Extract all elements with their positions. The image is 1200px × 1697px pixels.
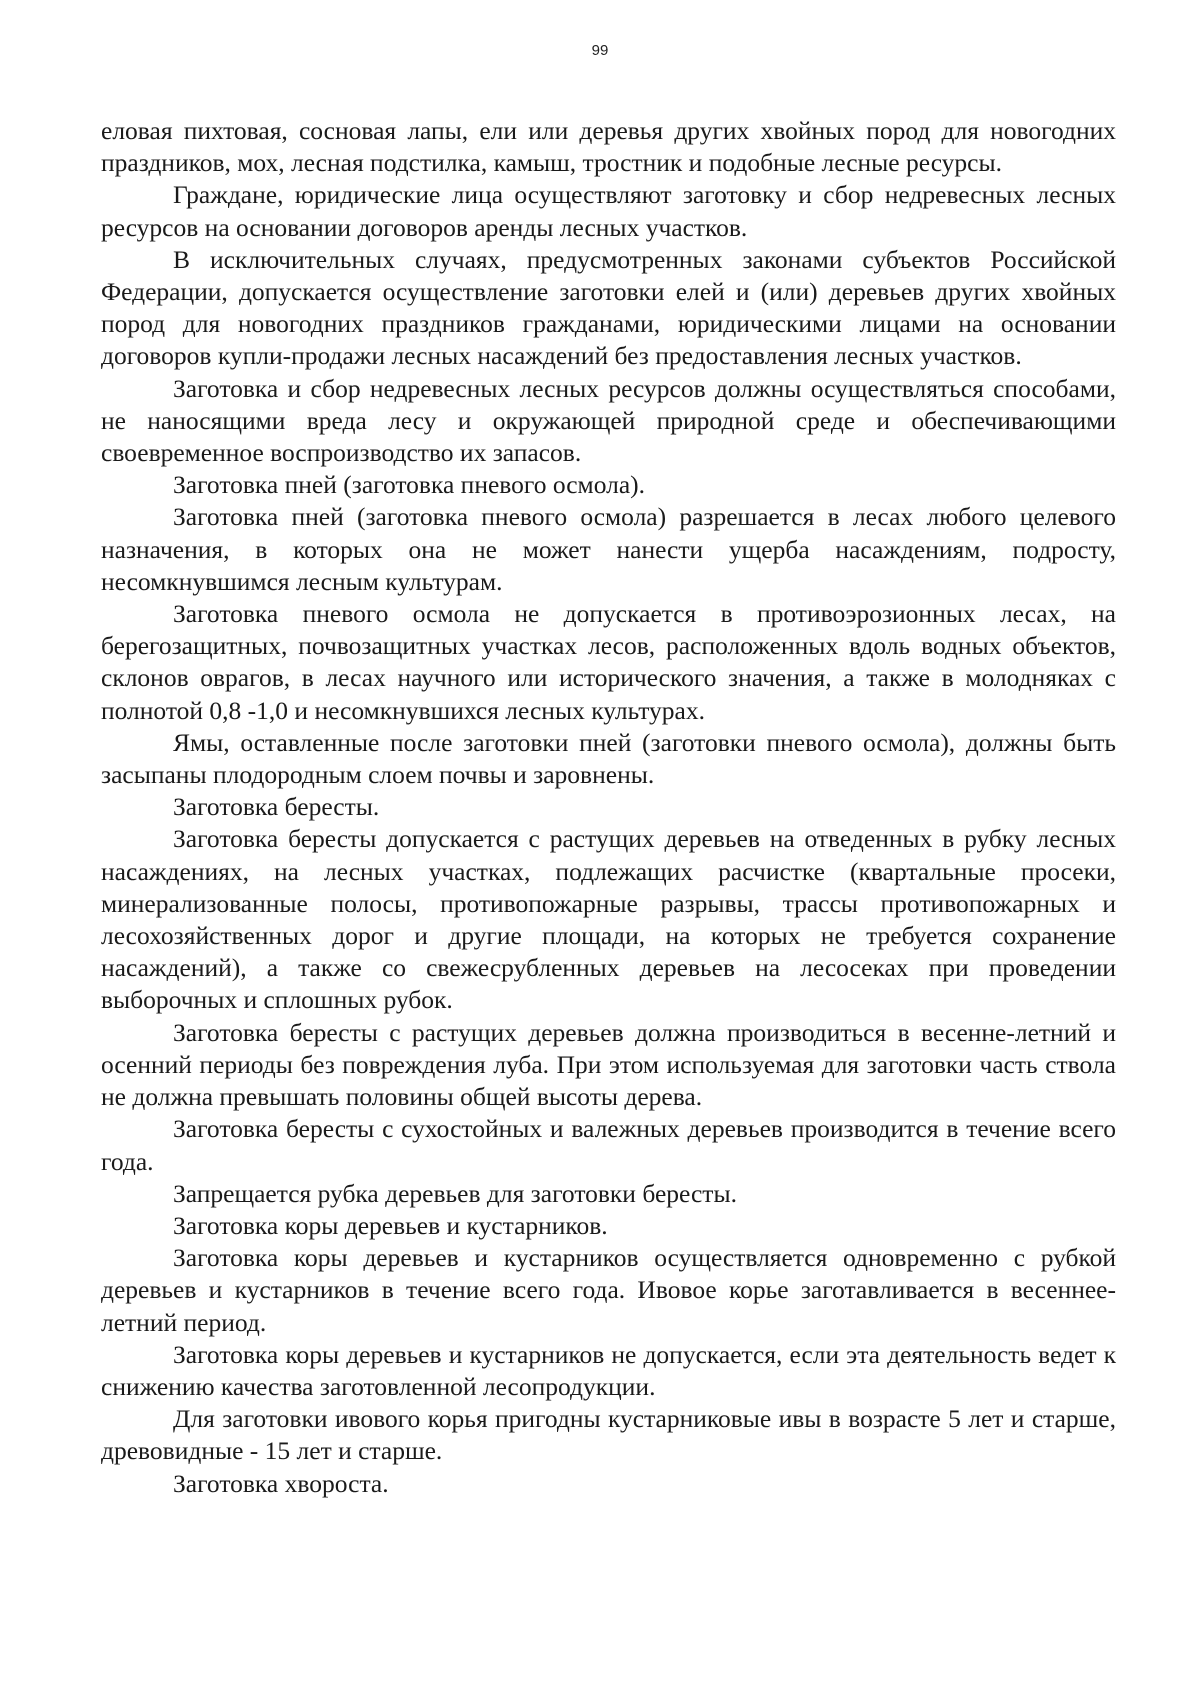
paragraph: Для заготовки ивового корья пригодны кустарниковые ивы в возрасте 5 лет и старше, древовидные - 15 лет и старше. xyxy=(101,1404,1116,1466)
section-heading: Заготовка коры деревьев и кустарников. xyxy=(173,1210,608,1240)
paragraph-continuation: еловая пихтовая, сосновая лапы, ели или деревья других хвойных пород для новогодних праздников, мох, лесная подстилка, камыш, тростник и подобные лесные ресурсы. xyxy=(101,116,1116,178)
paragraph: Заготовка бересты допускается с растущих деревьев на отведенных в рубку лесных насаждениях, на лесных участках, подлежащих расчистке (квартальные просеки, минерализованные полосы, противопожарные разрывы, трассы противопожарных и лесохозяйственных дорог и другие площади, на которых не требуется сохранение насаждений), а также со свежесрубленных деревьев на лесосеках при проведении выборочных и сплошных рубок. xyxy=(101,824,1116,1015)
paragraph: Граждане, юридические лица осуществляют заготовку и сбор недревесных лесных ресурсов на основании договоров аренды лесных участков. xyxy=(101,180,1116,242)
paragraph: Заготовка и сбор недревесных лесных ресурсов должны осуществляться способами, не наносящими вреда лесу и окружающей природной среде и обеспечивающими своевременное воспроизводство их запасов. xyxy=(101,373,1116,468)
section-heading: Заготовка хвороста. xyxy=(173,1468,389,1498)
section-heading: Заготовка пней (заготовка пневого осмола). xyxy=(173,470,646,500)
paragraph: Запрещается рубка деревьев для заготовки бересты. xyxy=(173,1178,737,1208)
paragraph: Ямы, оставленные после заготовки пней (заготовки пневого осмола), должны быть засыпаны плодородным слоем почвы и заровнены. xyxy=(101,727,1116,790)
paragraph: Заготовка бересты с сухостойных и валежных деревьев производится в течение всего года. xyxy=(101,1114,1116,1176)
paragraph: Заготовка коры деревьев и кустарников не допускается, если эта деятельность ведет к снижению качества заготовленной лесопродукции. xyxy=(101,1339,1116,1401)
paragraph: Заготовка коры деревьев и кустарников осуществляется одновременно с рубкой деревьев и кустарников в течение всего года. Ивовое корье заготавливается в весеннее-летний период. xyxy=(101,1243,1116,1337)
document-body xyxy=(101,115,1116,1500)
paragraph: Заготовка пневого осмола не допускается в противоэрозионных лесах, на берегозащитных, почвозащитных участках лесов, расположенных вдоль водных объектов, склонов оврагов, в лесах научного или исторического значения, а также в молодняках с полнотой 0,8 -1,0 и несомкнувшихся лесных культурах. xyxy=(101,599,1116,725)
section-heading: Заготовка бересты. xyxy=(173,792,380,822)
page-number: 99 xyxy=(591,42,609,59)
paragraph: В исключительных случаях, предусмотренных законами субъектов Российской Федерации, допускается осуществление заготовки елей и (или) деревьев других хвойных пород для новогодних праздников гражданами, юридическими лицами на основании договоров купли-продажи лесных насаждений без предоставления лесных участков. xyxy=(101,244,1116,371)
paragraph: Заготовка бересты с растущих деревьев должна производиться в весенне-летний и осенний периоды без повреждения луба. При этом используемая для заготовки часть ствола не должна превышать половины общей высоты дерева. xyxy=(101,1017,1116,1112)
paragraph: Заготовка пней (заготовка пневого осмола) разрешается в лесах любого целевого назначения, в которых она не может нанести ущерба насаждениям, подросту, несомкнувшимся лесным культурам. xyxy=(101,502,1116,596)
